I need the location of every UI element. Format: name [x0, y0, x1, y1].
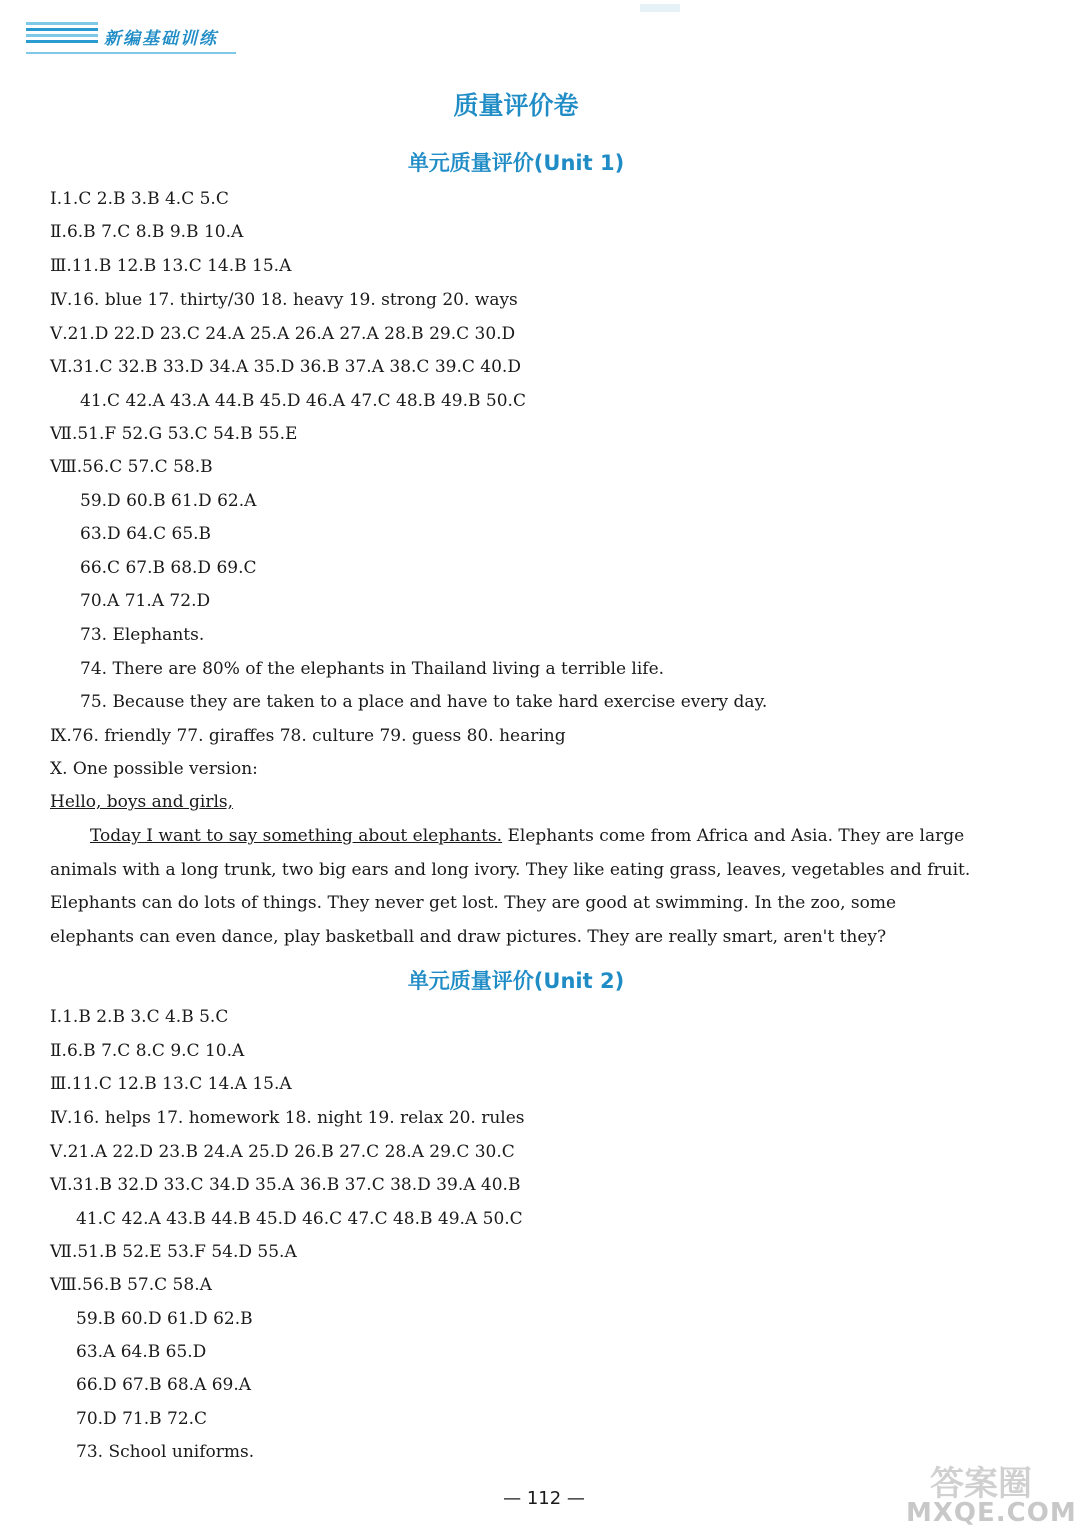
- main-title: 质量评价卷: [453, 91, 579, 120]
- answer-line: Ⅲ.11.C 12.B 13.C 14.A 15.A: [50, 1074, 292, 1094]
- answer-line: Ⅴ.21.A 22.D 23.B 24.A 25.D 26.B 27.C 28.A 29.C 30.C: [50, 1142, 515, 1162]
- answer-line: 63.A 64.B 65.D: [76, 1342, 207, 1362]
- essay-paragraph: [50, 820, 980, 954]
- answer-line: Ⅶ.51.B 52.E 53.F 54.D 55.A: [50, 1242, 297, 1262]
- answer-line: 59.D 60.B 61.D 62.A: [80, 491, 257, 511]
- section-title-unit1: 单元质量评价(Unit 1): [407, 151, 625, 175]
- header-title: 新编基础训练: [104, 29, 218, 49]
- answer-line: Ⅰ.1.C 2.B 3.B 4.C 5.C: [50, 189, 229, 209]
- answer-line: 41.C 42.A 43.B 44.B 45.D 46.C 47.C 48.B 49.A 50.C: [76, 1209, 523, 1229]
- page-number: — 112 —: [503, 1488, 585, 1509]
- header-stripes: [26, 22, 98, 50]
- essay-body: Elephants come from Africa and Asia. They are large animals with a long trunk, two big ears and long ivory. They like eating grass, leaves, vegetables and fruit. Elephants can do lots of things. They never get lost. They are good at swimming. In the zoo, some elephants can even dance, play basketball and draw pictures. They are really smart, aren't they?: [50, 826, 971, 947]
- answer-line: Ⅵ.31.C 32.B 33.D 34.A 35.D 36.B 37.A 38.C 39.C 40.D: [50, 357, 521, 377]
- answer-line: 73. School uniforms.: [76, 1442, 255, 1462]
- essay-greeting: Hello, boys and girls,: [50, 792, 234, 812]
- answer-line: Ⅷ.56.C 57.C 58.B: [50, 457, 213, 477]
- watermark-logo: 答案圈: [930, 1464, 1032, 1504]
- answer-line: 59.B 60.D 61.D 62.B: [76, 1309, 253, 1329]
- answer-line: Ⅶ.51.F 52.G 53.C 54.B 55.E: [50, 424, 298, 444]
- answer-line: Ⅸ.76. friendly 77. giraffes 78. culture 79. guess 80. hearing: [50, 726, 566, 746]
- answer-line: Ⅱ.6.B 7.C 8.B 9.B 10.A: [50, 222, 244, 242]
- answer-line: Ⅰ.1.B 2.B 3.C 4.B 5.C: [50, 1007, 229, 1027]
- answer-line: 75. Because they are taken to a place and have to take hard exercise every day.: [80, 692, 768, 712]
- header-underline: [26, 52, 236, 54]
- answer-line: 73. Elephants.: [80, 625, 205, 645]
- answer-line: Ⅳ.16. helps 17. homework 18. night 19. relax 20. rules: [50, 1108, 525, 1128]
- answer-line: 66.D 67.B 68.A 69.A: [76, 1375, 252, 1395]
- answer-line: 41.C 42.A 43.A 44.B 45.D 46.A 47.C 48.B 49.B 50.C: [80, 391, 526, 411]
- answer-line: Ⅷ.56.B 57.C 58.A: [50, 1275, 212, 1295]
- answer-line: 70.A 71.A 72.D: [80, 591, 211, 611]
- answer-line: Ⅳ.16. blue 17. thirty/30 18. heavy 19. strong 20. ways: [50, 290, 518, 310]
- answer-line: 66.C 67.B 68.D 69.C: [80, 558, 257, 578]
- essay-underlined: Today I want to say something about elephants.: [90, 826, 503, 846]
- answer-line: 74. There are 80% of the elephants in Thailand living a terrible life.: [80, 659, 665, 679]
- answer-line: Ⅵ.31.B 32.D 33.C 34.D 35.A 36.B 37.C 38.D 39.A 40.B: [50, 1175, 521, 1195]
- answer-line: 63.D 64.C 65.B: [80, 524, 212, 544]
- top-decoration: [640, 4, 680, 12]
- answer-line: Ⅴ.21.D 22.D 23.C 24.A 25.A 26.A 27.A 28.B 29.C 30.D: [50, 324, 516, 344]
- watermark-url: MXQE.COM: [906, 1498, 1077, 1528]
- answer-line: Ⅹ. One possible version:: [50, 759, 258, 779]
- section-title-unit2: 单元质量评价(Unit 2): [407, 969, 625, 993]
- answer-line: 70.D 71.B 72.C: [76, 1409, 208, 1429]
- answer-line: Ⅲ.11.B 12.B 13.C 14.B 15.A: [50, 256, 292, 276]
- answer-line: Ⅱ.6.B 7.C 8.C 9.C 10.A: [50, 1041, 245, 1061]
